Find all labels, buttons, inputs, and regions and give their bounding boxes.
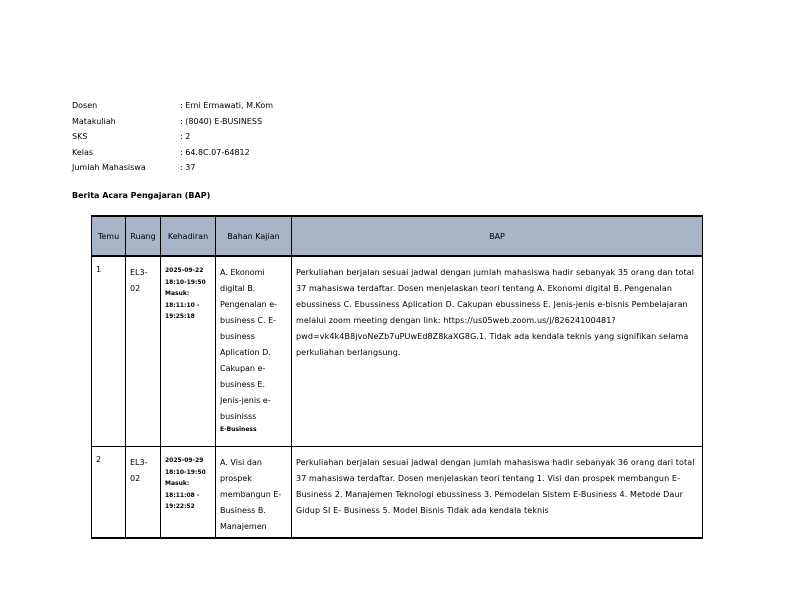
- ruang-value: EL3-02: [130, 268, 148, 293]
- jumlah-value: : 37: [180, 163, 196, 172]
- kehadiran-date: 2025-09-29: [165, 457, 204, 464]
- ruang-value: EL3-02: [130, 458, 148, 483]
- cell-temu: [92, 447, 126, 539]
- matakuliah-value: : (8040) E-BUSINESS: [180, 116, 263, 126]
- kehadiran-masuk-label: Masuk:: [165, 480, 190, 487]
- bahan-block: [216, 257, 291, 435]
- kehadiran-keluar: 19:22:52: [165, 503, 195, 510]
- kehadiran-masuk: 18:11:10 -: [165, 301, 200, 309]
- cell-bap: [292, 256, 703, 447]
- kehadiran-masuk-label: Masuk:: [165, 290, 190, 297]
- table-row: [92, 447, 703, 539]
- header-bahan-kajian: Bahan Kajian: [216, 216, 292, 256]
- kehadiran-block: [161, 447, 215, 513]
- course-info: [72, 98, 273, 176]
- kelas-label: Kelas: [72, 147, 94, 157]
- info-row-sks: [72, 129, 273, 145]
- header-ruang: Ruang: [126, 216, 161, 256]
- dosen-value: : Erni Ermawati, M.Kom: [180, 101, 274, 110]
- sks-value: : 2: [180, 132, 191, 141]
- bahan-value: A. Ekonomi digital B. Pengenalan e-business C. E-business Aplication D. Cakupan e-business E. Jenis-jenis e-businisss: [220, 268, 278, 421]
- info-row-matakuliah: [72, 114, 273, 130]
- kehadiran-masuk: 18:11:08 -: [165, 491, 200, 499]
- cell-bahan-kajian: [216, 447, 292, 539]
- cell-bahan-kajian: [216, 256, 292, 447]
- header-temu: Temu: [92, 216, 126, 256]
- header-bap: BAP: [292, 216, 703, 256]
- info-row-dosen: [72, 98, 273, 114]
- cell-kehadiran: [161, 447, 216, 539]
- bap-table: [91, 215, 703, 539]
- info-row-kelas: [72, 145, 273, 161]
- bap-value: Perkuliahan berjalan sesuai jadwal dengan jumlah mahasiswa hadir sebanyak 36 orang dari total 37 mahasiswa terdaftar. Dosen menjelaskan teori tentang 1. Visi dan prospek membangun E- Business 2. Manajemen Teknologi ebussiness 3. Pemodelan Sistem E-Business 4. Metode Daur Gidup SI E- Business 5. Model Bisnis Tidak ada kendala teknis: [296, 458, 695, 515]
- section-title: Berita Acara Pengajaran (BAP): [72, 191, 211, 200]
- cell-ruang: [126, 447, 161, 539]
- info-row-jumlah: [72, 160, 273, 176]
- jumlah-label: Jumlah Mahasiswa: [72, 163, 146, 172]
- temu-value: 2: [96, 455, 102, 464]
- dosen-label: Dosen: [72, 101, 98, 110]
- cell-bap: [292, 447, 703, 539]
- sks-label: SKS: [72, 132, 88, 141]
- table-header-row: [92, 216, 703, 256]
- cell-kehadiran: [161, 256, 216, 447]
- table-row: [92, 256, 703, 447]
- bahan-block: [216, 447, 291, 535]
- matakuliah-label: Matakuliah: [72, 116, 116, 126]
- bahan-extra: E-Business: [220, 426, 257, 433]
- kehadiran-time: 18:10-19:50: [165, 278, 206, 286]
- kehadiran-time: 18:10-19:50: [165, 468, 206, 476]
- cell-ruang: [126, 256, 161, 447]
- kehadiran-block: [161, 257, 215, 323]
- temu-value: 1: [96, 265, 102, 274]
- kehadiran-keluar: 19:25:18: [165, 313, 195, 320]
- bap-value: Perkuliahan berjalan sesuai jadwal dengan jumlah mahasiswa hadir sebanyak 35 orang dan total 37 mahasiswa terdaftar. Dosen menjelaskan teori tentang A. Ekonomi digital B. Pengenalan ebussiness C. Ebussiness Aplication D. Cakupan ebussiness E. Jenis-jenis e-bisnis Pembelajaran melalui zoom meeting dengan link: https://us05web.zoom.us/j/82624100481?pwd=vk4k4B8jvoNeZb7uPUwEd8Z8kaXG8G.1. Tidak ada kendala teknis yang signifikan selama perkuliahan berlangsung.: [296, 268, 695, 357]
- header-kehadiran: Kehadiran: [161, 216, 216, 256]
- kelas-value: : 64.8C.07-64812: [180, 147, 250, 157]
- cell-temu: [92, 256, 126, 447]
- kehadiran-date: 2025-09-22: [165, 267, 204, 274]
- bahan-value: A. Visi dan prospek membangun E-Business B. Manajemen: [220, 458, 282, 531]
